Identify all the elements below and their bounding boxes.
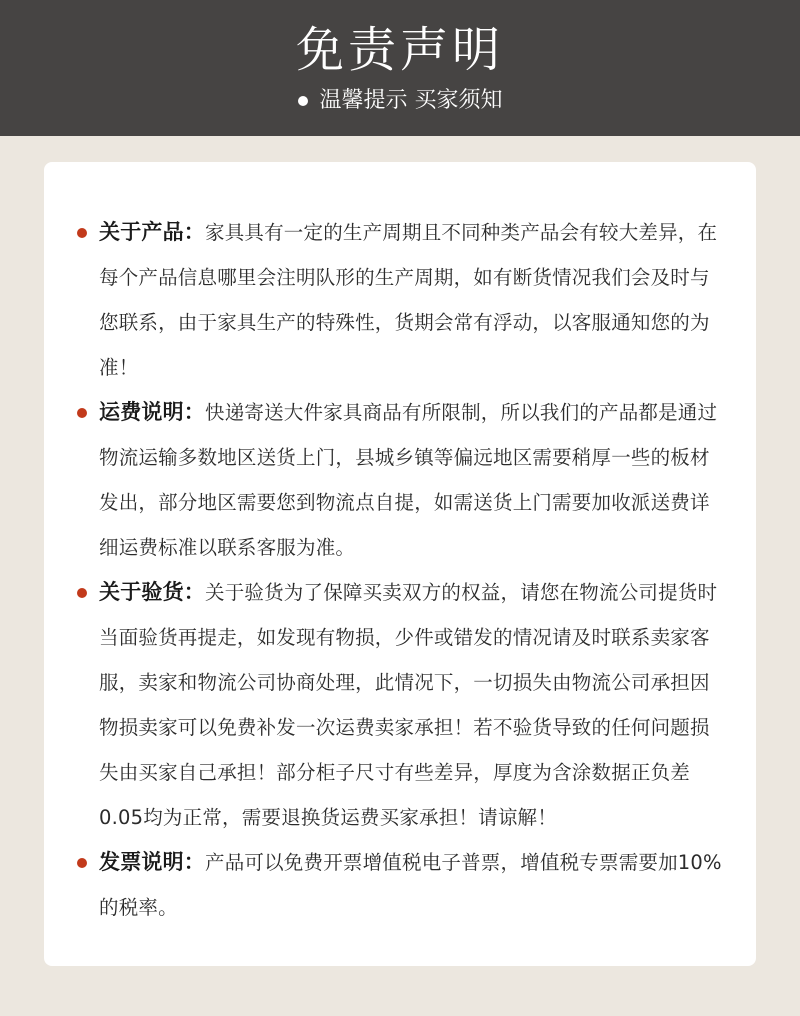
bullet-icon [77,228,87,238]
page-title: 免责声明 [295,22,504,78]
section-label: 运费说明： [99,400,205,424]
notice-card [44,162,756,966]
section-product [99,210,729,390]
section-label: 关于验货： [99,580,205,604]
section-text: 产品可以免费开票增值税电子普票，增值税专票需要加10%的税率。 [99,851,722,919]
bullet-icon [77,408,87,418]
bullet-icon [77,858,87,868]
section-text: 家具具有一定的生产周期且不同种类产品会有较大差异，在每个产品信息哪里会注明队形的生产周期，如有断货情况我们会及时与您联系，由于家具生产的特殊性，货期会常有浮动，以客服通知您的为准！ [99,221,718,379]
page-subtitle [0,86,800,116]
bullet-dot-icon [298,96,308,106]
section-label: 关于产品： [99,220,205,244]
header-banner [0,0,800,136]
section-shipping [99,390,729,570]
section-label: 发票说明： [99,850,205,874]
section-text: 快递寄送大件家具商品有所限制，所以我们的产品都是通过物流运输多数地区送货上门，县城乡镇等偏远地区需要稍厚一些的板材发出，部分地区需要您到物流点自提，如需送货上门需要加收派送费详细运费标准以联系客服为准。 [99,401,718,559]
section-text: 关于验货为了保障买卖双方的权益，请您在物流公司提货时当面验货再提走，如发现有物损，少件或错发的情况请及时联系卖家客服，卖家和物流公司协商处理，此情况下，一切损失由物流公司承担因物损卖家可以免费补发一次运费卖家承担！若不验货导致的任何问题损失由买家自己承担！部分柜子尺寸有些差异，厚度为含涂数据正负差0.05均为正常，需要退换货运费买家承担！请谅解！ [99,581,718,829]
subtitle-text: 温馨提示 买家须知 [319,88,503,113]
bullet-icon [77,588,87,598]
section-inspection [99,570,729,840]
section-invoice [99,840,729,930]
